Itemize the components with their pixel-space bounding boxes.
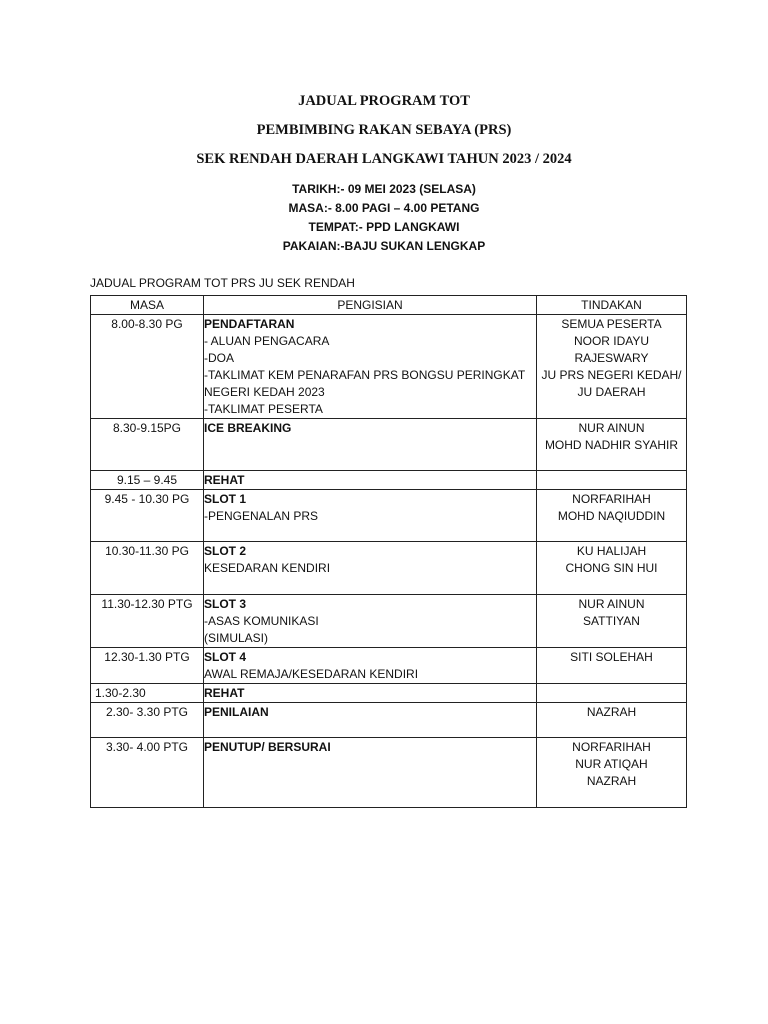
tindakan-name: RAJESWARY [574,351,649,365]
tindakan-name: NORFARIHAH [572,740,651,754]
table-caption: JADUAL PROGRAM TOT PRS JU SEK RENDAH [90,276,355,290]
meta-pakaian: PAKAIAN:-BAJU SUKAN LENGKAP [282,239,486,253]
tindakan-name: NAZRAH [586,705,637,719]
cell-masa: 8.30-9.15PG [91,419,204,471]
column-header-pengisian: PENGISIAN [204,296,537,315]
cell-pengisian [204,490,537,542]
cell-masa: 9.15 – 9.45 [91,471,204,490]
cell-tindakan [537,490,687,542]
pengisian-line: (SIMULASI) [204,631,269,645]
table-row [91,542,687,595]
cell-tindakan [537,315,687,419]
pengisian-line: -TAKLIMAT PESERTA [204,402,323,416]
meta-tempat: TEMPAT:- PPD LANGKAWI [308,220,460,234]
meta-tarikh: TARIKH:- 09 MEI 2023 (SELASA) [292,182,476,196]
pengisian-title: REHAT [204,686,245,700]
table-row [91,490,687,542]
table-row [91,684,687,703]
document-subtitle-school: SEK RENDAH DAERAH LANGKAWI TAHUN 2023 / 2024 [196,151,572,167]
table-row [91,419,687,471]
cell-pengisian [204,648,537,684]
tindakan-name: SITI SOLEHAH [570,650,653,664]
cell-tindakan [537,648,687,684]
pengisian-title: PENILAIAN [204,705,269,719]
pengisian-title: SLOT 3 [204,597,247,611]
cell-masa: 8.00-8.30 PG [91,315,204,419]
cell-pengisian [204,419,537,471]
cell-pengisian [204,738,537,808]
table-header-row [91,296,687,315]
pengisian-title: ICE BREAKING [204,421,292,435]
tindakan-name: JU DAERAH [577,385,646,399]
pengisian-line: NEGERI KEDAH 2023 [204,385,325,399]
tindakan-name: NUR AINUN [578,597,645,611]
cell-tindakan [537,471,687,490]
cell-tindakan [537,684,687,703]
pengisian-title: PENDAFTARAN [204,317,295,331]
tindakan-name: NUR AINUN [578,421,645,435]
tindakan-name: KU HALIJAH [576,544,647,558]
column-header-tindakan: TINDAKAN [537,296,687,315]
cell-masa: 12.30-1.30 PTG [91,648,204,684]
cell-pengisian [204,471,537,490]
cell-masa: 10.30-11.30 PG [91,542,204,595]
table-row [91,315,687,419]
tindakan-name: MOHD NADHIR SYAHIR [544,438,679,452]
tindakan-name: NOOR IDAYU [573,334,650,348]
pengisian-line: KESEDARAN KENDIRI [204,561,331,575]
cell-pengisian [204,542,537,595]
cell-masa: 2.30- 3.30 PTG [91,703,204,738]
cell-tindakan [537,542,687,595]
pengisian-line: AWAL REMAJA/KESEDARAN KENDIRI [204,667,419,681]
table-row [91,738,687,808]
schedule-body [91,315,687,808]
tindakan-name: CHONG SIN HUI [565,561,658,575]
pengisian-line: -DOA [204,351,234,365]
pengisian-title: SLOT 1 [204,492,247,506]
document-subtitle: PEMBIMBING RAKAN SEBAYA (PRS) [256,122,512,138]
meta-masa: MASA:- 8.00 PAGI – 4.00 PETANG [288,201,480,215]
cell-pengisian [204,703,537,738]
column-header-masa: MASA [91,296,204,315]
cell-masa: 3.30- 4.00 PTG [91,738,204,808]
table-row [91,595,687,648]
pengisian-line: - ALUAN PENGACARA [204,334,330,348]
pengisian-line: -ASAS KOMUNIKASI [204,614,319,628]
cell-tindakan [537,419,687,471]
tindakan-name: NORFARIHAH [572,492,651,506]
document-title: JADUAL PROGRAM TOT [298,93,470,109]
tindakan-name: JU PRS NEGERI KEDAH/ [541,368,682,382]
schedule-table [90,295,687,808]
cell-masa: 1.30-2.30 [91,684,204,703]
cell-masa: 9.45 - 10.30 PG [91,490,204,542]
table-row [91,703,687,738]
cell-pengisian [204,595,537,648]
tindakan-name: NAZRAH [586,774,637,788]
pengisian-title: SLOT 4 [204,650,247,664]
cell-masa: 11.30-12.30 PTG [91,595,204,648]
tindakan-name: SATTIYAN [583,614,640,628]
cell-tindakan [537,738,687,808]
cell-tindakan [537,595,687,648]
tindakan-name: MOHD NAQIUDDIN [557,509,666,523]
pengisian-line: -PENGENALAN PRS [204,509,319,523]
tindakan-name: SEMUA PESERTA [561,317,662,331]
pengisian-title: REHAT [204,473,245,487]
pengisian-line: -TAKLIMAT KEM PENARAFAN PRS BONGSU PERINGKAT [204,368,526,382]
pengisian-title: PENUTUP/ BERSURAI [204,740,331,754]
tindakan-name: NUR ATIQAH [575,757,648,771]
table-row [91,648,687,684]
cell-pengisian [204,315,537,419]
pengisian-title: SLOT 2 [204,544,247,558]
cell-pengisian [204,684,537,703]
table-row [91,471,687,490]
cell-tindakan [537,703,687,738]
